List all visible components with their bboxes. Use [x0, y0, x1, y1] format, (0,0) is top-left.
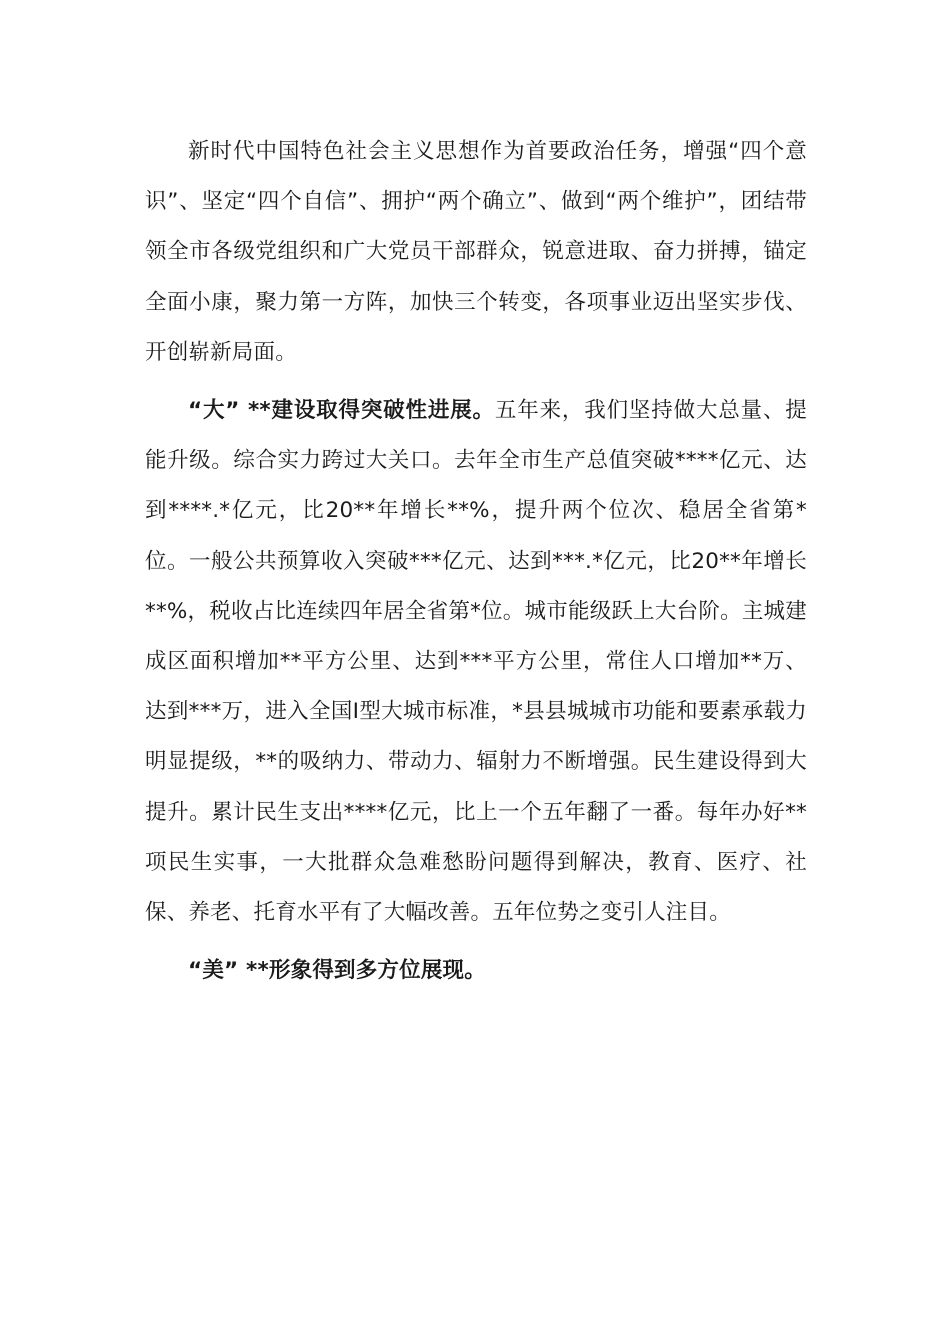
- section-body-da: 五年来，我们坚持做大总量、提能升级。综合实力跨过大关口。去年全市生产总值突破****亿元、达到****.*亿元，比20**年增长**%，提升两个位次、稳居全省第*位。一般公共预算收入突破***亿元、达到***.*亿元，比20**年增长**%，税收占比连续四年居全省第*位。城市能级跃上大台阶。主城建成区面积增加**平方公里、达到***平方公里，常住人口增加**万、达到***万，进入全国Ⅰ型大城市标准，*县县城城市功能和要素承载力明显提级，**的吸纳力、带动力、辐射力不断增强。民生建设得到大提升。累计民生支出****亿元，比上一个五年翻了一番。每年办好**项民生实事，一大批群众急难愁盼问题得到解决，教育、医疗、社保、养老、托育水平有了大幅改善。五年位势之变引人注目。: [145, 398, 807, 926]
- paragraph-section-mei: [145, 946, 807, 996]
- section-heading-mei: “美” **形象得到多方位展现。: [188, 958, 486, 984]
- document-body: [145, 127, 807, 1004]
- section-heading-da: “大” **建设取得突破性进展。: [188, 398, 495, 424]
- paragraph-section-da: [145, 386, 807, 938]
- paragraph-intro: 新时代中国特色社会主义思想作为首要政治任务，增强“四个意识”、坚定“四个自信”、拥护“两个确立”、做到“两个维护”，团结带领全市各级党组织和广大党员干部群众，锐意进取、奋力拼搏，锚定全面小康，聚力第一方阵，加快三个转变，各项事业迈出坚实步伐、开创崭新局面。: [145, 139, 807, 365]
